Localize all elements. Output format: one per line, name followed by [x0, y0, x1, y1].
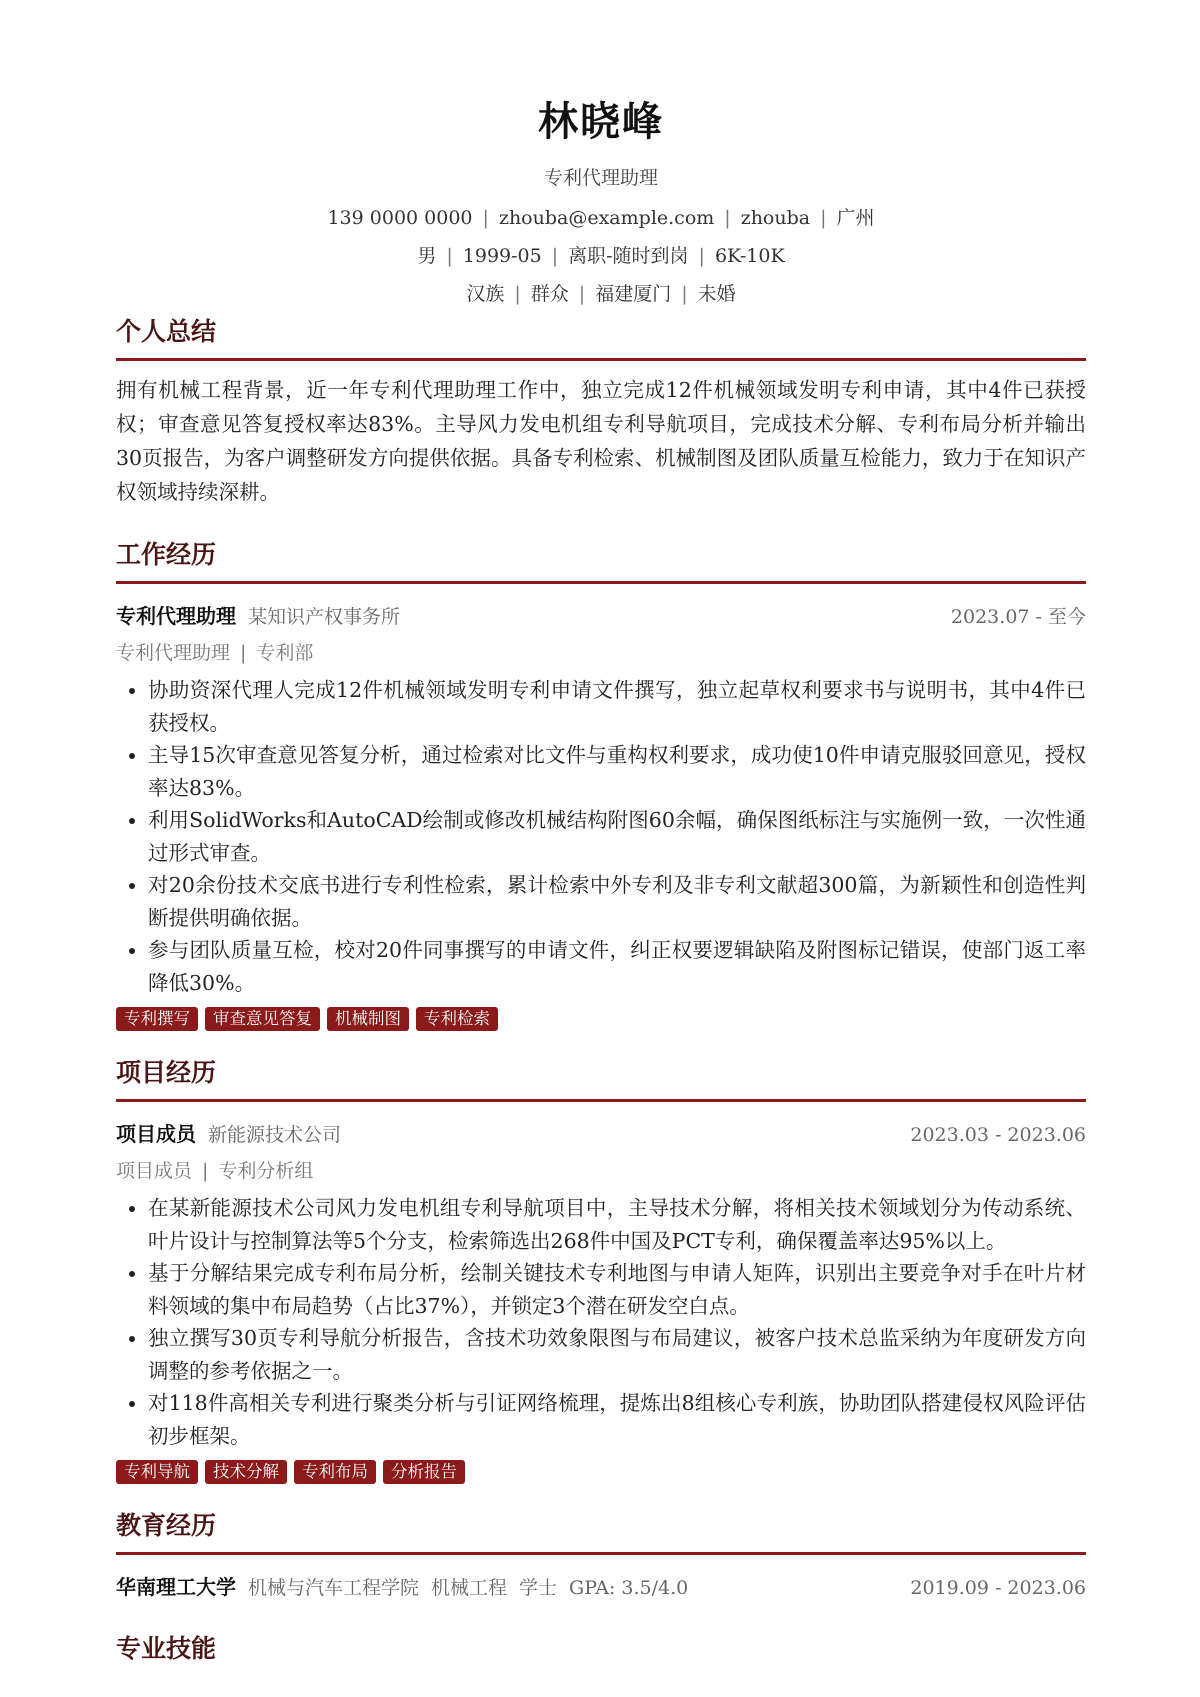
summary-text: 拥有机械工程背景，近一年专利代理助理工作中，独立完成12件机械领域发明专利申请，其中4件已获授权；审查意见答复授权率达83%。主导风力发电机组专利导航项目，完成技术分解、专利布局分析并输出30页报告，为客户调整研发方向提供依据。具备专利检索、机械制图及团队质量互检能力，致力于在知识产权领域持续深耕。	[116, 378, 1086, 504]
project-sub-role: 项目成员	[116, 1160, 193, 1182]
availability: 离职-随时到岗	[568, 245, 689, 267]
salary: 6K-10K	[714, 245, 785, 267]
major: 机械工程	[431, 1577, 508, 1599]
project-org: 新能源技术公司	[208, 1124, 342, 1146]
work-role: 专利代理助理	[116, 604, 236, 628]
list-item: • 基于分解结果完成专利布局分析，绘制关键技术专利地图与申请人矩阵，识别出主要竞争对手在叶片材料领域的集中布局趋势（占比37%），并锁定3个潜在研发空白点。	[148, 1257, 1086, 1322]
work-bullets	[116, 674, 1086, 999]
project-subline: 项目成员 | 专利分析组	[116, 1160, 314, 1182]
skill-tag: 审查意见答复	[205, 1007, 320, 1031]
section-title-education: 教育经历	[116, 1510, 1086, 1555]
work-date: 2023.07 - 至今	[950, 606, 1086, 628]
work-sub-role: 专利代理助理	[116, 642, 231, 664]
birth: 1999-05	[462, 245, 542, 267]
skill-tag: 专利撰写	[116, 1007, 198, 1031]
skill-tag: 专利检索	[416, 1007, 498, 1031]
contact-row-3: 汉族 | 群众 | 福建厦门 | 未婚	[466, 283, 736, 305]
resume-page	[116, 0, 1086, 1665]
list-item: • 协助资深代理人完成12件机械领域发明专利申请文件撰写，独立起草权利要求书与说明书，其中4件已获授权。	[148, 674, 1086, 739]
work-org: 某知识产权事务所	[248, 606, 401, 628]
project-tags	[116, 1460, 1086, 1484]
work-tags	[116, 1007, 1086, 1031]
list-item: • 在某新能源技术公司风力发电机组专利导航项目中，主导技术分解，将相关技术领域划分为传动系统、叶片设计与控制算法等5个分支，检索筛选出268件中国及PCT专利，确保覆盖率达95%以上。	[148, 1192, 1086, 1257]
section-title-project: 项目经历	[116, 1057, 1086, 1102]
project-sub-dept: 专利分析组	[218, 1160, 314, 1182]
job-title: 专利代理助理	[543, 167, 658, 189]
ethnicity: 汉族	[466, 283, 505, 305]
school-name: 华南理工大学	[116, 1575, 236, 1599]
list-item: • 利用SolidWorks和AutoCAD绘制或修改机械结构附图60余幅，确保图纸标注与实施例一致，一次性通过形式审查。	[148, 804, 1086, 869]
work-entry-header	[116, 602, 1086, 632]
wechat: zhouba	[740, 207, 811, 229]
education-date: 2019.09 - 2023.06	[910, 1577, 1086, 1599]
education-entry	[116, 1573, 1086, 1603]
list-item: • 参与团队质量互检，校对20件同事撰写的申请文件，纠正权要逻辑缺陷及附图标记错误，使部门返工率降低30%。	[148, 934, 1086, 999]
political-status: 群众	[530, 283, 569, 305]
list-item: • 主导15次审查意见答复分析，通过检索对比文件与重构权利要求，成功使10件申请克服驳回意见，授权率达83%。	[148, 739, 1086, 804]
degree: 学士	[519, 1577, 558, 1599]
section-title-skills: 专业技能	[116, 1634, 217, 1663]
contact-row-1: 139 0000 0000 | zhouba@example.com | zhouba | 广州	[327, 207, 875, 229]
phone: 139 0000 0000	[327, 207, 473, 229]
section-title-summary: 个人总结	[116, 316, 1086, 361]
project-entry-header	[116, 1120, 1086, 1150]
candidate-name: 林晓峰	[538, 98, 664, 145]
section-title-work: 工作经历	[116, 539, 1086, 584]
marital-status: 未婚	[697, 283, 736, 305]
contact-row-2: 男 | 1999-05 | 离职-随时到岗 | 6K-10K	[417, 245, 785, 267]
project-role: 项目成员	[116, 1122, 196, 1146]
work-sub-dept: 专利部	[256, 642, 314, 664]
list-item: • 对118件高相关专利进行聚类分析与引证网络梳理，提炼出8组核心专利族，协助团队搭建侵权风险评估初步框架。	[148, 1387, 1086, 1452]
list-item: • 独立撰写30页专利导航分析报告，含技术功效象限图与布局建议，被客户技术总监采纳为年度研发方向调整的参考依据之一。	[148, 1322, 1086, 1387]
list-item: • 对20余份技术交底书进行专利性检索，累计检索中外专利及非专利文献超300篇，为新颖性和创造性判断提供明确依据。	[148, 869, 1086, 934]
gpa: GPA: 3.5/4.0	[569, 1577, 689, 1599]
project-bullets	[116, 1192, 1086, 1452]
skill-tag: 机械制图	[327, 1007, 409, 1031]
email[interactable]: zhouba@example.com	[498, 207, 715, 229]
work-subline: 专利代理助理 | 专利部	[116, 642, 314, 664]
skill-tag: 专利导航	[116, 1460, 198, 1484]
skill-tag: 技术分解	[205, 1460, 287, 1484]
gender: 男	[417, 245, 437, 267]
hometown: 福建厦门	[595, 283, 672, 305]
skill-tag: 分析报告	[383, 1460, 465, 1484]
project-date: 2023.03 - 2023.06	[910, 1124, 1086, 1146]
skill-tag: 专利布局	[294, 1460, 376, 1484]
city: 广州	[836, 207, 875, 229]
college: 机械与汽车工程学院	[248, 1577, 420, 1599]
